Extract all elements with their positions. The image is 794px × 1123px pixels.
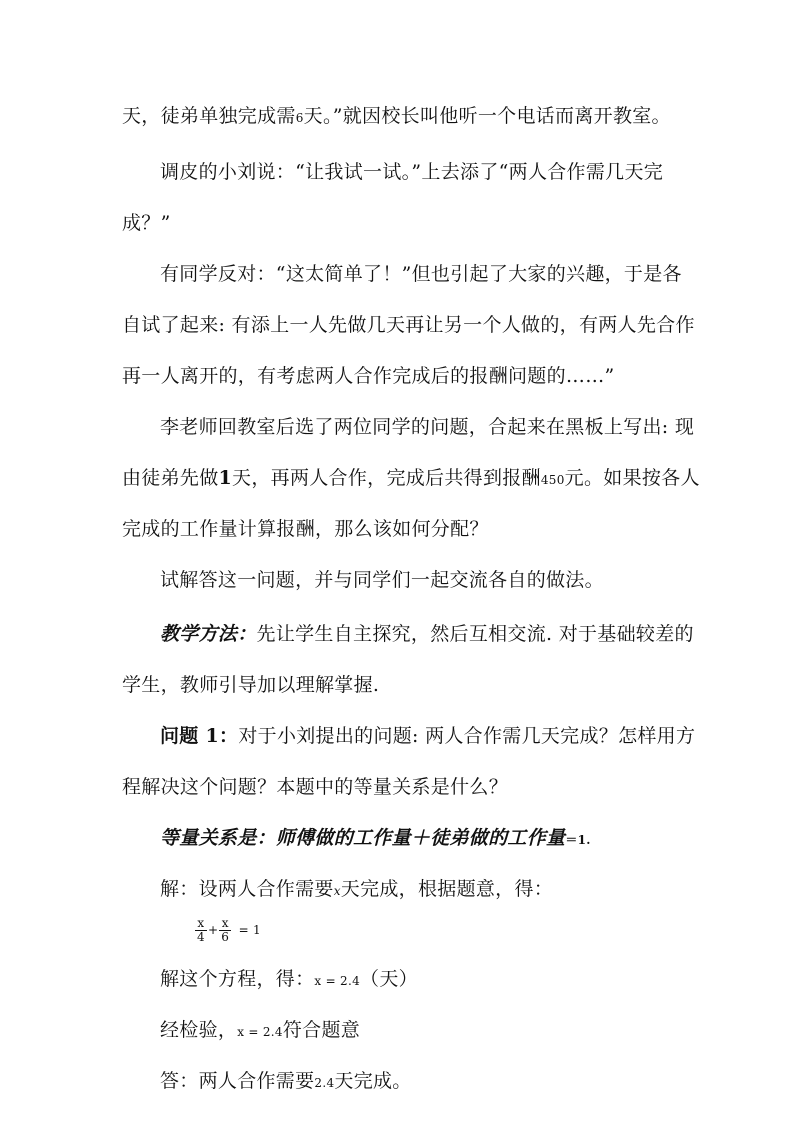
math: x = 2.4: [314, 974, 361, 988]
text: 天完成。: [334, 1070, 412, 1092]
numerator: x: [195, 917, 207, 931]
section-label: 问题 1：: [160, 725, 239, 747]
text: （天）: [360, 968, 418, 990]
number: 450: [540, 473, 565, 487]
text: 天，徒弟单独完成需: [122, 105, 296, 127]
variable: x: [333, 884, 341, 898]
math: 2.4: [314, 1076, 335, 1090]
text: 经检验，: [160, 1019, 238, 1041]
paragraph-line: 有同学反对：“这太简单了！”但也引起了大家的兴趣，于是各: [160, 263, 682, 285]
text: 先让学生自主探究，然后互相交流. 对于基础较差的: [256, 623, 694, 645]
text: 对于小刘提出的问题: 两人合作需几天完成？怎样用方: [238, 725, 696, 747]
text: 由徒弟先做: [122, 467, 219, 489]
paragraph-line: 自试了起来: 有添上一人先做几天再让另一个人做的，有两人先合作: [122, 314, 695, 336]
paragraph-line: 再一人离开的，有考虑两人合作完成后的报酬问题的……”: [122, 365, 615, 387]
paragraph-line: 学生，教师引导加以理解掌握.: [122, 674, 380, 696]
text: 解这个方程，得：: [160, 968, 315, 990]
paragraph-line: [122, 102, 671, 132]
numerator: x: [219, 917, 231, 931]
paragraph-line: 完成的工作量计算报酬，那么该如何分配？: [122, 518, 489, 540]
operator: +: [207, 923, 219, 937]
text: 元。如果按各人: [564, 467, 700, 489]
text: 解：设两人合作需要: [160, 878, 334, 900]
section-label: 教学方法：: [160, 623, 257, 645]
equation: [194, 914, 261, 945]
number: 1: [218, 467, 233, 489]
paragraph-line: 试解答这一问题，并与同学们一起交流各自的做法。: [160, 569, 604, 591]
fraction: [219, 917, 231, 944]
solution-line: [160, 1016, 360, 1046]
paragraph-line: [160, 722, 695, 750]
number: 6: [295, 111, 304, 125]
equation-rhs: = 1: [238, 923, 261, 937]
solution-line: [160, 1067, 412, 1097]
solution-line: [160, 965, 418, 995]
paragraph-line: 成？”: [122, 212, 171, 234]
denominator: 4: [197, 929, 205, 944]
solution-line: [160, 875, 553, 905]
text: 天完成，根据题意，得：: [340, 878, 554, 900]
paragraph-line: 程解决这个问题？本题中的等量关系是什么？: [122, 776, 509, 798]
paragraph-line: [160, 620, 694, 648]
text: 答：两人合作需要: [160, 1070, 315, 1092]
paragraph-line: 李老师回教室后选了两位同学的问题，合起来在黑板上写出: 现: [160, 416, 695, 438]
denominator: 6: [221, 929, 230, 944]
fraction: [195, 917, 207, 944]
text: 天。”就因校长叫他听一个电话而离开教室。: [303, 105, 671, 127]
relation-line: [160, 824, 591, 854]
paragraph-line: [122, 464, 700, 494]
text: 等量关系是：师傅做的工作量＋徒弟做的工作量: [160, 827, 566, 849]
text: ＝1.: [565, 833, 591, 847]
text: 天，再两人合作，完成后共得到报酬: [232, 467, 541, 489]
text: 符合题意: [282, 1019, 361, 1041]
paragraph-line: 调皮的小刘说：“让我试一试。”上去添了“两人合作需几天完: [160, 161, 664, 183]
math: x = 2.4: [237, 1025, 283, 1039]
